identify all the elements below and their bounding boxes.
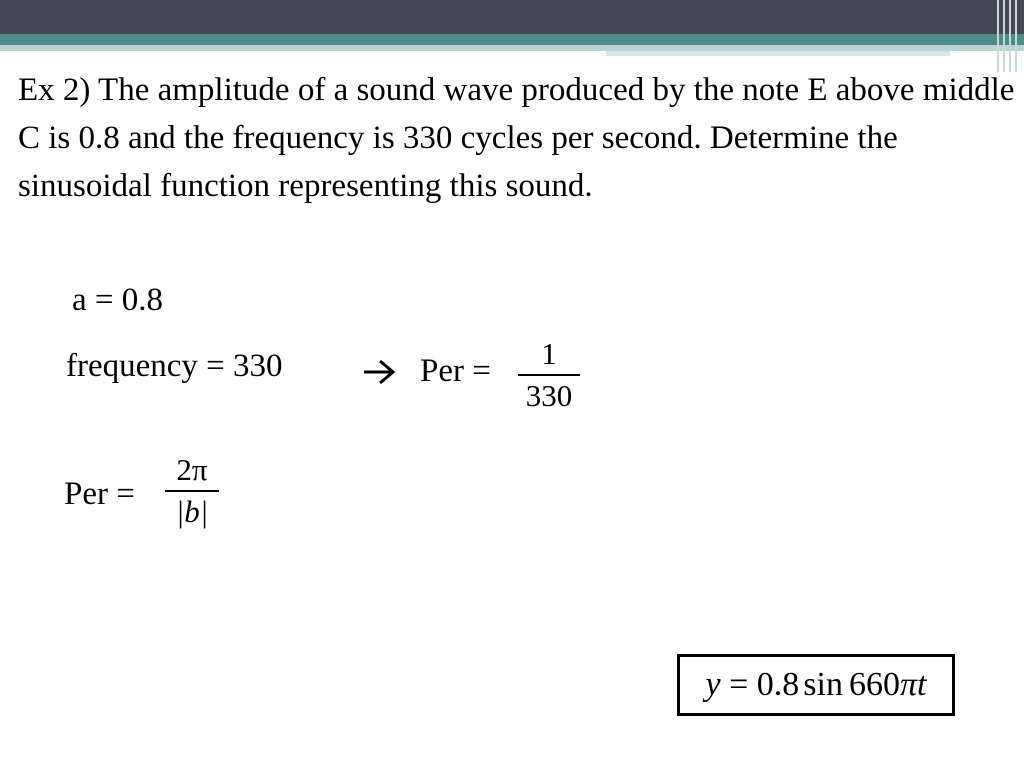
header-accent-bar (0, 34, 1024, 45)
problem-text: Ex 2) The amplitude of a sound wave produced by the note E above middle C is 0.8 and the frequency is 330 cycles per second. Determine the sinusoidal function representing this sound. (18, 72, 1015, 204)
answer-coefficient: 0.8 (756, 666, 800, 703)
period-1-denominator: 330 (525, 378, 573, 413)
amplitude-line: a = 0.8 (72, 282, 164, 318)
answer-sin: sin (803, 666, 843, 703)
period-2-numerator: 2π (176, 452, 208, 487)
period-1-numerator: 1 (541, 336, 557, 371)
header-stripe-pale (606, 51, 950, 56)
period-2-fraction (165, 450, 219, 532)
period-2-denominator: |b| (175, 494, 209, 529)
period-1-fraction (518, 334, 580, 416)
right-arrow-icon (362, 355, 396, 389)
answer-t: t (917, 666, 927, 703)
answer-y: y (705, 666, 721, 703)
header-bar (0, 0, 1024, 34)
period-2-lhs: Per = (64, 476, 135, 512)
header-corner-lines (994, 0, 1024, 72)
answer-box (677, 654, 955, 716)
header-stripe-left (0, 45, 606, 51)
frequency-line: frequency = 330 (66, 348, 283, 384)
answer-pi: π (899, 666, 918, 703)
answer-equals: = (720, 666, 757, 703)
answer-number: 660 (848, 666, 900, 703)
period-1-lhs: Per = (420, 353, 491, 389)
